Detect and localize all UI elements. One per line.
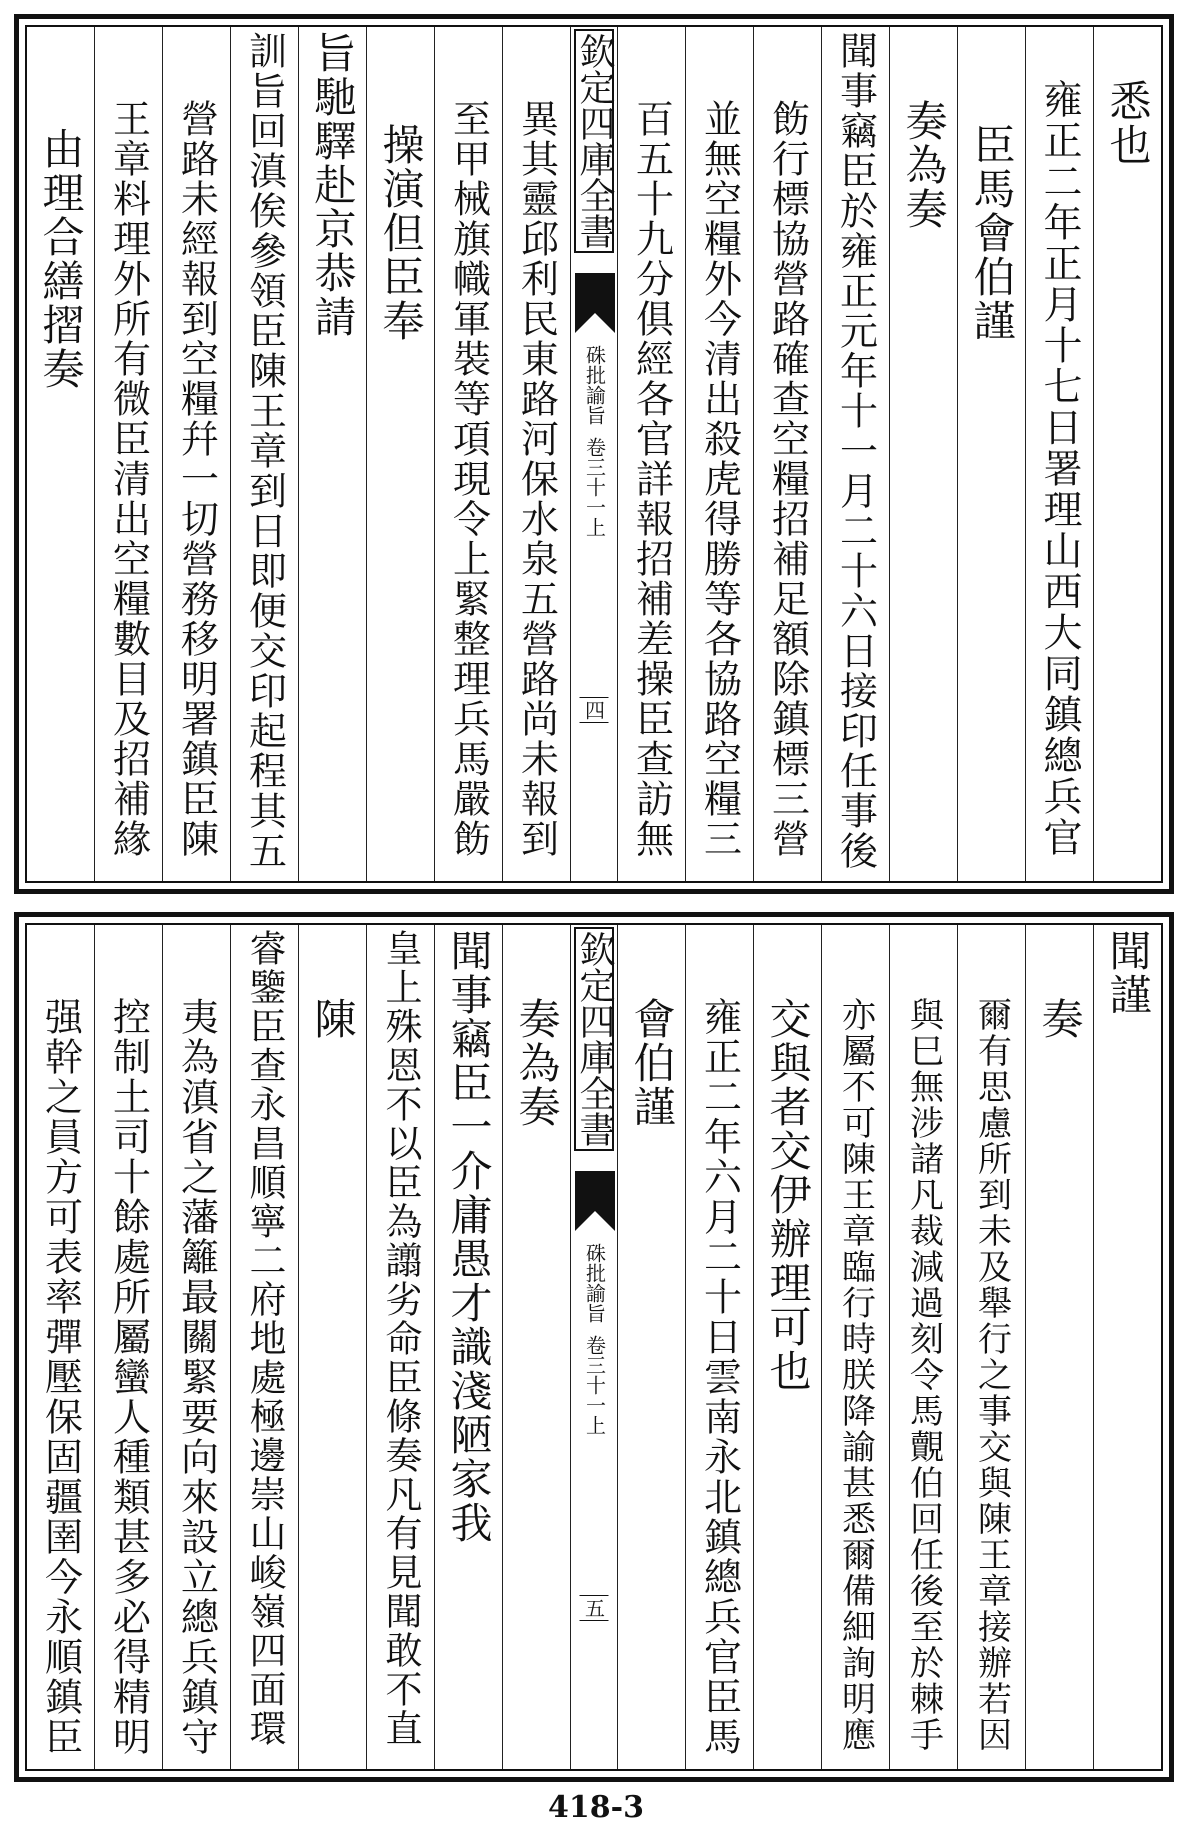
column-text: 控制土司十餘處所屬蠻人種類甚多必得精明 [106,997,151,1757]
text-column [1093,27,1161,881]
column-text: 會伯謹 [627,997,677,1129]
column-text: 聞事竊臣於雍正元年十一月二十六日接印任事後 [833,31,878,871]
column-text: 並無空糧外今清出殺虎得勝等各協路空糧三 [697,99,742,859]
gutter-title: 欽定四庫全書 [574,927,614,1151]
text-column [502,27,570,881]
text-column [821,925,889,1769]
text-column [502,925,570,1769]
text-column [957,27,1025,881]
text-column [434,925,502,1769]
page-footer-number: 418-3 [548,1790,644,1825]
center-gutter [570,27,617,881]
column-text: 聞事竊臣一介庸愚才識淺陋家我 [444,929,494,1545]
text-column [821,27,889,881]
top-page-frame [14,14,1174,894]
text-column [298,27,366,881]
column-text: 夷為滇省之藩籬最關緊要向來設立總兵鎮守 [174,997,219,1757]
column-text: 雍正二年正月十七日署理山西大同鎮總兵官 [1037,79,1082,858]
column-text: 雍正二年六月二十日雲南永北鎮總兵官臣馬 [697,997,742,1757]
column-text: 奏為奏 [899,99,949,231]
text-column [753,925,821,1769]
text-column [889,27,957,881]
column-text: 異其靈邱利民東路河保水泉五營路尚未報到 [514,99,559,859]
column-text: 飭行標協營路確查空糧招補足額除鎮標三營 [765,99,810,859]
text-column [685,925,753,1769]
text-column [230,27,298,881]
column-text: 奏為奏 [512,997,562,1129]
column-text: 强幹之員方可表率彈壓保固疆圉今永順鎮臣 [38,997,83,1757]
column-text: 操演但臣奉 [376,123,426,343]
gutter-subtitle: 硃批諭旨 [582,1243,607,1323]
text-column [753,27,821,881]
text-column [94,925,162,1769]
column-text: 皇上殊恩不以臣為譾劣命臣條奏凡有見聞敢不直 [379,929,422,1748]
column-text: 營路未經報到空糧幷一切營務移明署鎮臣陳 [174,99,219,859]
text-column [957,925,1025,1769]
text-column [889,925,957,1769]
column-text: 聞謹 [1103,929,1153,1017]
text-column [617,925,685,1769]
gutter-subtitle: 硃批諭旨 [582,345,607,425]
gutter-volume: 卷三十一上 [582,437,607,537]
center-gutter [570,925,617,1769]
column-text: 由理合繕摺奏 [36,127,86,391]
text-column [617,27,685,881]
fish-tail-ornament [575,273,615,333]
text-column [434,27,502,881]
column-text: 旨馳驛赴京恭請 [308,31,358,339]
text-column [1025,27,1093,881]
top-columns [27,27,1161,881]
fish-tail-ornament [575,1171,615,1231]
column-text: 至甲械旗幟軍裝等項現令上緊整理兵馬嚴飭 [446,99,491,859]
column-text: 百五十九分俱經各官詳報招補差操臣查訪無 [629,99,674,859]
gutter-title: 欽定四庫全書 [574,29,614,253]
text-column [1093,925,1161,1769]
column-text: 與巳無涉諸凡裁減過刻令馬覿伯回任後至於棘手 [903,997,944,1753]
gutter-page-number: 四 [580,697,609,723]
text-column [162,27,230,881]
column-text: 訓旨回滇俟參領臣陳王章到日即便交印起程其五 [242,31,287,871]
text-column [94,27,162,881]
column-text: 爾有思慮所到未及舉行之事交與陳王章接辦若因 [971,997,1012,1753]
column-text: 交與者交伊辦理可也 [763,997,813,1393]
text-column [298,925,366,1769]
gutter-page-number: 五 [580,1595,609,1621]
gutter-volume: 卷三十一上 [582,1335,607,1435]
column-text: 奏 [1035,997,1085,1041]
bottom-columns [27,925,1161,1769]
column-text: 陳 [308,997,358,1041]
column-text: 亦屬不可陳王章臨行時朕降諭甚悉爾備細詢明應 [835,997,876,1753]
bottom-page-frame [14,912,1174,1782]
text-column [1025,925,1093,1769]
column-text: 悉也 [1103,79,1153,167]
column-text: 王章料理外所有微臣清出空糧數目及招補緣 [106,99,151,859]
column-text: 睿鑒臣查永昌順寧二府地處極邊崇山峻嶺四面環 [243,929,286,1748]
text-column [230,925,298,1769]
text-column [685,27,753,881]
column-text: 臣馬會伯謹 [967,123,1017,343]
text-column [366,27,434,881]
text-column [162,925,230,1769]
text-column [27,27,94,881]
text-column [366,925,434,1769]
text-column [27,925,94,1769]
